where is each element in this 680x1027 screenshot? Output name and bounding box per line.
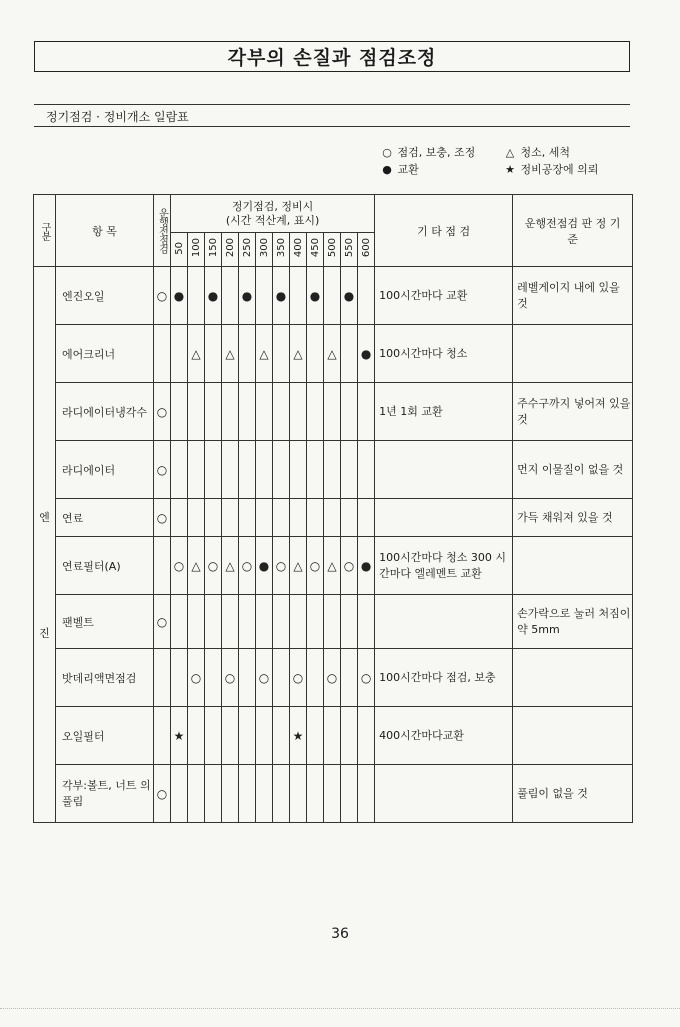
table-row [34,499,633,537]
interval-mark [171,765,188,823]
item-name: 에어크리너 [56,325,154,383]
interval-mark [341,765,358,823]
interval-mark [256,267,273,325]
item-name: 라디에이터냉각수 [56,383,154,441]
interval-mark [307,383,324,441]
header-interval: 350 [273,233,290,267]
interval-mark: ★ [171,707,188,765]
interval-mark [205,765,222,823]
judge-criteria [513,707,633,765]
interval-mark [205,499,222,537]
star-icon: ★ [505,163,515,176]
interval-mark [273,649,290,707]
interval-mark [273,707,290,765]
interval-mark [358,441,375,499]
interval-mark: ● [171,267,188,325]
table-row [34,383,633,441]
interval-mark [307,325,324,383]
interval-mark: △ [256,325,273,383]
interval-mark: ● [358,325,375,383]
item-name: 오일필터 [56,707,154,765]
interval-mark [324,499,341,537]
interval-mark [307,441,324,499]
pre-op-mark [154,649,171,707]
interval-mark [171,499,188,537]
table-row [34,765,633,823]
legend-label: 정비공장에 의뢰 [520,163,599,176]
header-interval: 400 [290,233,307,267]
header-interval: 50 [171,233,188,267]
interval-mark [307,649,324,707]
interval-mark [341,649,358,707]
judge-criteria: 주수구까지 넣어져 있을 것 [513,383,633,441]
pre-op-mark: ○ [154,383,171,441]
legend-item-workshop [503,161,598,177]
interval-mark: ○ [290,649,307,707]
interval-mark: ○ [307,537,324,595]
other-inspection: 100시간마다 청소 [375,325,513,383]
section-label-top: 엔 [39,510,50,524]
interval-mark [324,595,341,649]
interval-mark [205,595,222,649]
section-subtitle: 정기점검 · 정비개소 일람표 [46,110,189,124]
interval-mark [341,707,358,765]
interval-mark [222,595,239,649]
interval-mark [358,499,375,537]
interval-mark: ○ [205,537,222,595]
legend-label: 청소, 세척 [520,146,570,159]
interval-mark [324,441,341,499]
interval-mark: △ [222,537,239,595]
interval-mark [188,383,205,441]
interval-mark [239,383,256,441]
maintenance-table [33,194,633,823]
interval-mark [222,707,239,765]
interval-mark: △ [324,325,341,383]
interval-mark [222,383,239,441]
scan-edge [0,1008,680,1010]
item-name: 라디에이터 [56,441,154,499]
interval-mark [273,325,290,383]
interval-mark [239,595,256,649]
interval-mark [205,383,222,441]
interval-mark [273,383,290,441]
interval-mark: ○ [188,649,205,707]
interval-mark [188,499,205,537]
interval-mark [341,383,358,441]
interval-mark: ○ [358,649,375,707]
legend-label: 점검, 보충, 조정 [397,146,476,159]
interval-mark: ● [358,537,375,595]
interval-mark [256,383,273,441]
interval-mark: ○ [171,537,188,595]
interval-mark [273,595,290,649]
interval-mark [188,267,205,325]
item-name: 연료 [56,499,154,537]
interval-mark [188,707,205,765]
interval-mark [358,383,375,441]
interval-mark [239,441,256,499]
interval-mark: △ [188,537,205,595]
pre-op-mark [154,537,171,595]
divider [34,104,630,105]
interval-mark: ○ [341,537,358,595]
header-interval: 550 [341,233,358,267]
item-name: 밧데리액면점검 [56,649,154,707]
header-pre-op: 운행전점검 [154,195,171,267]
header-periodic-sub: (시간 적산계, 표시) [225,213,320,227]
interval-mark: △ [290,325,307,383]
table-row [34,649,633,707]
judge-criteria [513,537,633,595]
interval-mark: △ [324,537,341,595]
interval-mark [307,765,324,823]
interval-mark: △ [290,537,307,595]
interval-mark [324,383,341,441]
interval-mark: ○ [273,537,290,595]
interval-mark [324,765,341,823]
interval-mark [290,595,307,649]
interval-mark [222,499,239,537]
interval-mark: ● [256,537,273,595]
interval-mark [205,707,222,765]
judge-criteria: 레벨게이지 내에 있을 것 [513,267,633,325]
interval-mark [358,707,375,765]
interval-mark [307,499,324,537]
interval-mark [273,499,290,537]
interval-mark [171,441,188,499]
interval-mark [290,499,307,537]
interval-mark: ● [205,267,222,325]
interval-mark [171,649,188,707]
table-row [34,325,633,383]
interval-mark [290,441,307,499]
pre-op-mark: ○ [154,765,171,823]
interval-mark [273,765,290,823]
interval-mark: ○ [222,649,239,707]
other-inspection [375,441,513,499]
header-gubun: 구분 [34,195,56,267]
header-other: 기 타 점 검 [375,195,513,267]
page-title: 각부의 손질과 점검조정 [34,41,630,72]
legend-label: 교환 [397,163,419,176]
other-inspection: 100시간마다 청소 300 시간마다 엘레멘트 교환 [375,537,513,595]
judge-criteria [513,649,633,707]
table-row [34,707,633,765]
interval-mark [205,649,222,707]
interval-mark [324,267,341,325]
other-inspection [375,595,513,649]
interval-mark [256,707,273,765]
other-inspection: 100시간마다 교환 [375,267,513,325]
header-interval: 300 [256,233,273,267]
interval-mark [239,499,256,537]
interval-mark [256,441,273,499]
interval-mark [358,595,375,649]
header-interval: 600 [358,233,375,267]
interval-mark [307,595,324,649]
legend-item-inspect [380,144,475,160]
interval-mark [273,441,290,499]
item-name: 엔진오일 [56,267,154,325]
interval-mark: ○ [324,649,341,707]
interval-mark [188,765,205,823]
interval-mark [171,383,188,441]
interval-mark: ○ [239,537,256,595]
filled-circle-icon: ● [382,163,392,176]
interval-mark: ○ [256,649,273,707]
interval-mark: ★ [290,707,307,765]
other-inspection: 400시간마다교환 [375,707,513,765]
legend-item-clean [503,144,570,160]
page-number: 36 [331,926,349,942]
header-periodic [171,195,375,233]
interval-mark [341,595,358,649]
item-name: 팬벨트 [56,595,154,649]
interval-mark: △ [222,325,239,383]
header-interval: 450 [307,233,324,267]
interval-mark [222,765,239,823]
interval-mark: △ [188,325,205,383]
other-inspection: 100시간마다 점검, 보충 [375,649,513,707]
divider [34,126,630,127]
header-interval: 100 [188,233,205,267]
interval-mark: ● [239,267,256,325]
table-row [34,267,633,325]
header-judge: 운행전점검 판 정 기 준 [513,195,633,267]
interval-mark [205,441,222,499]
interval-mark [188,595,205,649]
table-row [34,537,633,595]
interval-mark [290,267,307,325]
header-interval: 150 [205,233,222,267]
pre-op-mark: ○ [154,499,171,537]
header-item: 항 목 [56,195,154,267]
header-interval: 250 [239,233,256,267]
interval-mark [171,595,188,649]
judge-criteria: 먼지 이물질이 없을 것 [513,441,633,499]
interval-mark [239,765,256,823]
interval-mark [188,441,205,499]
interval-mark [341,325,358,383]
table-row [34,595,633,649]
triangle-icon: △ [505,146,515,159]
section-label-engine [34,267,56,823]
judge-criteria [513,325,633,383]
interval-mark [341,441,358,499]
interval-mark [256,595,273,649]
interval-mark [307,707,324,765]
interval-mark [239,325,256,383]
header-interval: 200 [222,233,239,267]
interval-mark [222,267,239,325]
judge-criteria: 가득 채워져 있을 것 [513,499,633,537]
interval-mark: ● [273,267,290,325]
pre-op-mark [154,707,171,765]
circle-icon: ○ [382,146,392,159]
section-label-bottom: 진 [39,626,50,640]
interval-mark [256,499,273,537]
interval-mark [222,441,239,499]
interval-mark [171,325,188,383]
interval-mark [205,325,222,383]
pre-op-mark: ○ [154,595,171,649]
interval-mark [324,707,341,765]
other-inspection [375,765,513,823]
interval-mark [290,765,307,823]
pre-op-mark [154,325,171,383]
item-name: 각부:볼트, 너트 의 풀림 [56,765,154,823]
judge-criteria: 풀림이 없을 것 [513,765,633,823]
interval-mark [239,707,256,765]
judge-criteria: 손가락으로 눌러 처짐이 약 5mm [513,595,633,649]
header-periodic-title: 정기점검, 정비시 [231,199,314,213]
other-inspection [375,499,513,537]
interval-mark [239,649,256,707]
header-interval: 500 [324,233,341,267]
table-row [34,441,633,499]
interval-mark [341,499,358,537]
interval-mark [256,765,273,823]
other-inspection: 1년 1회 교환 [375,383,513,441]
interval-mark [358,267,375,325]
interval-mark: ● [307,267,324,325]
legend-item-replace [380,161,419,177]
interval-mark [358,765,375,823]
interval-mark: ● [341,267,358,325]
pre-op-mark: ○ [154,267,171,325]
interval-mark [290,383,307,441]
item-name: 연료필터(A) [56,537,154,595]
pre-op-mark: ○ [154,441,171,499]
